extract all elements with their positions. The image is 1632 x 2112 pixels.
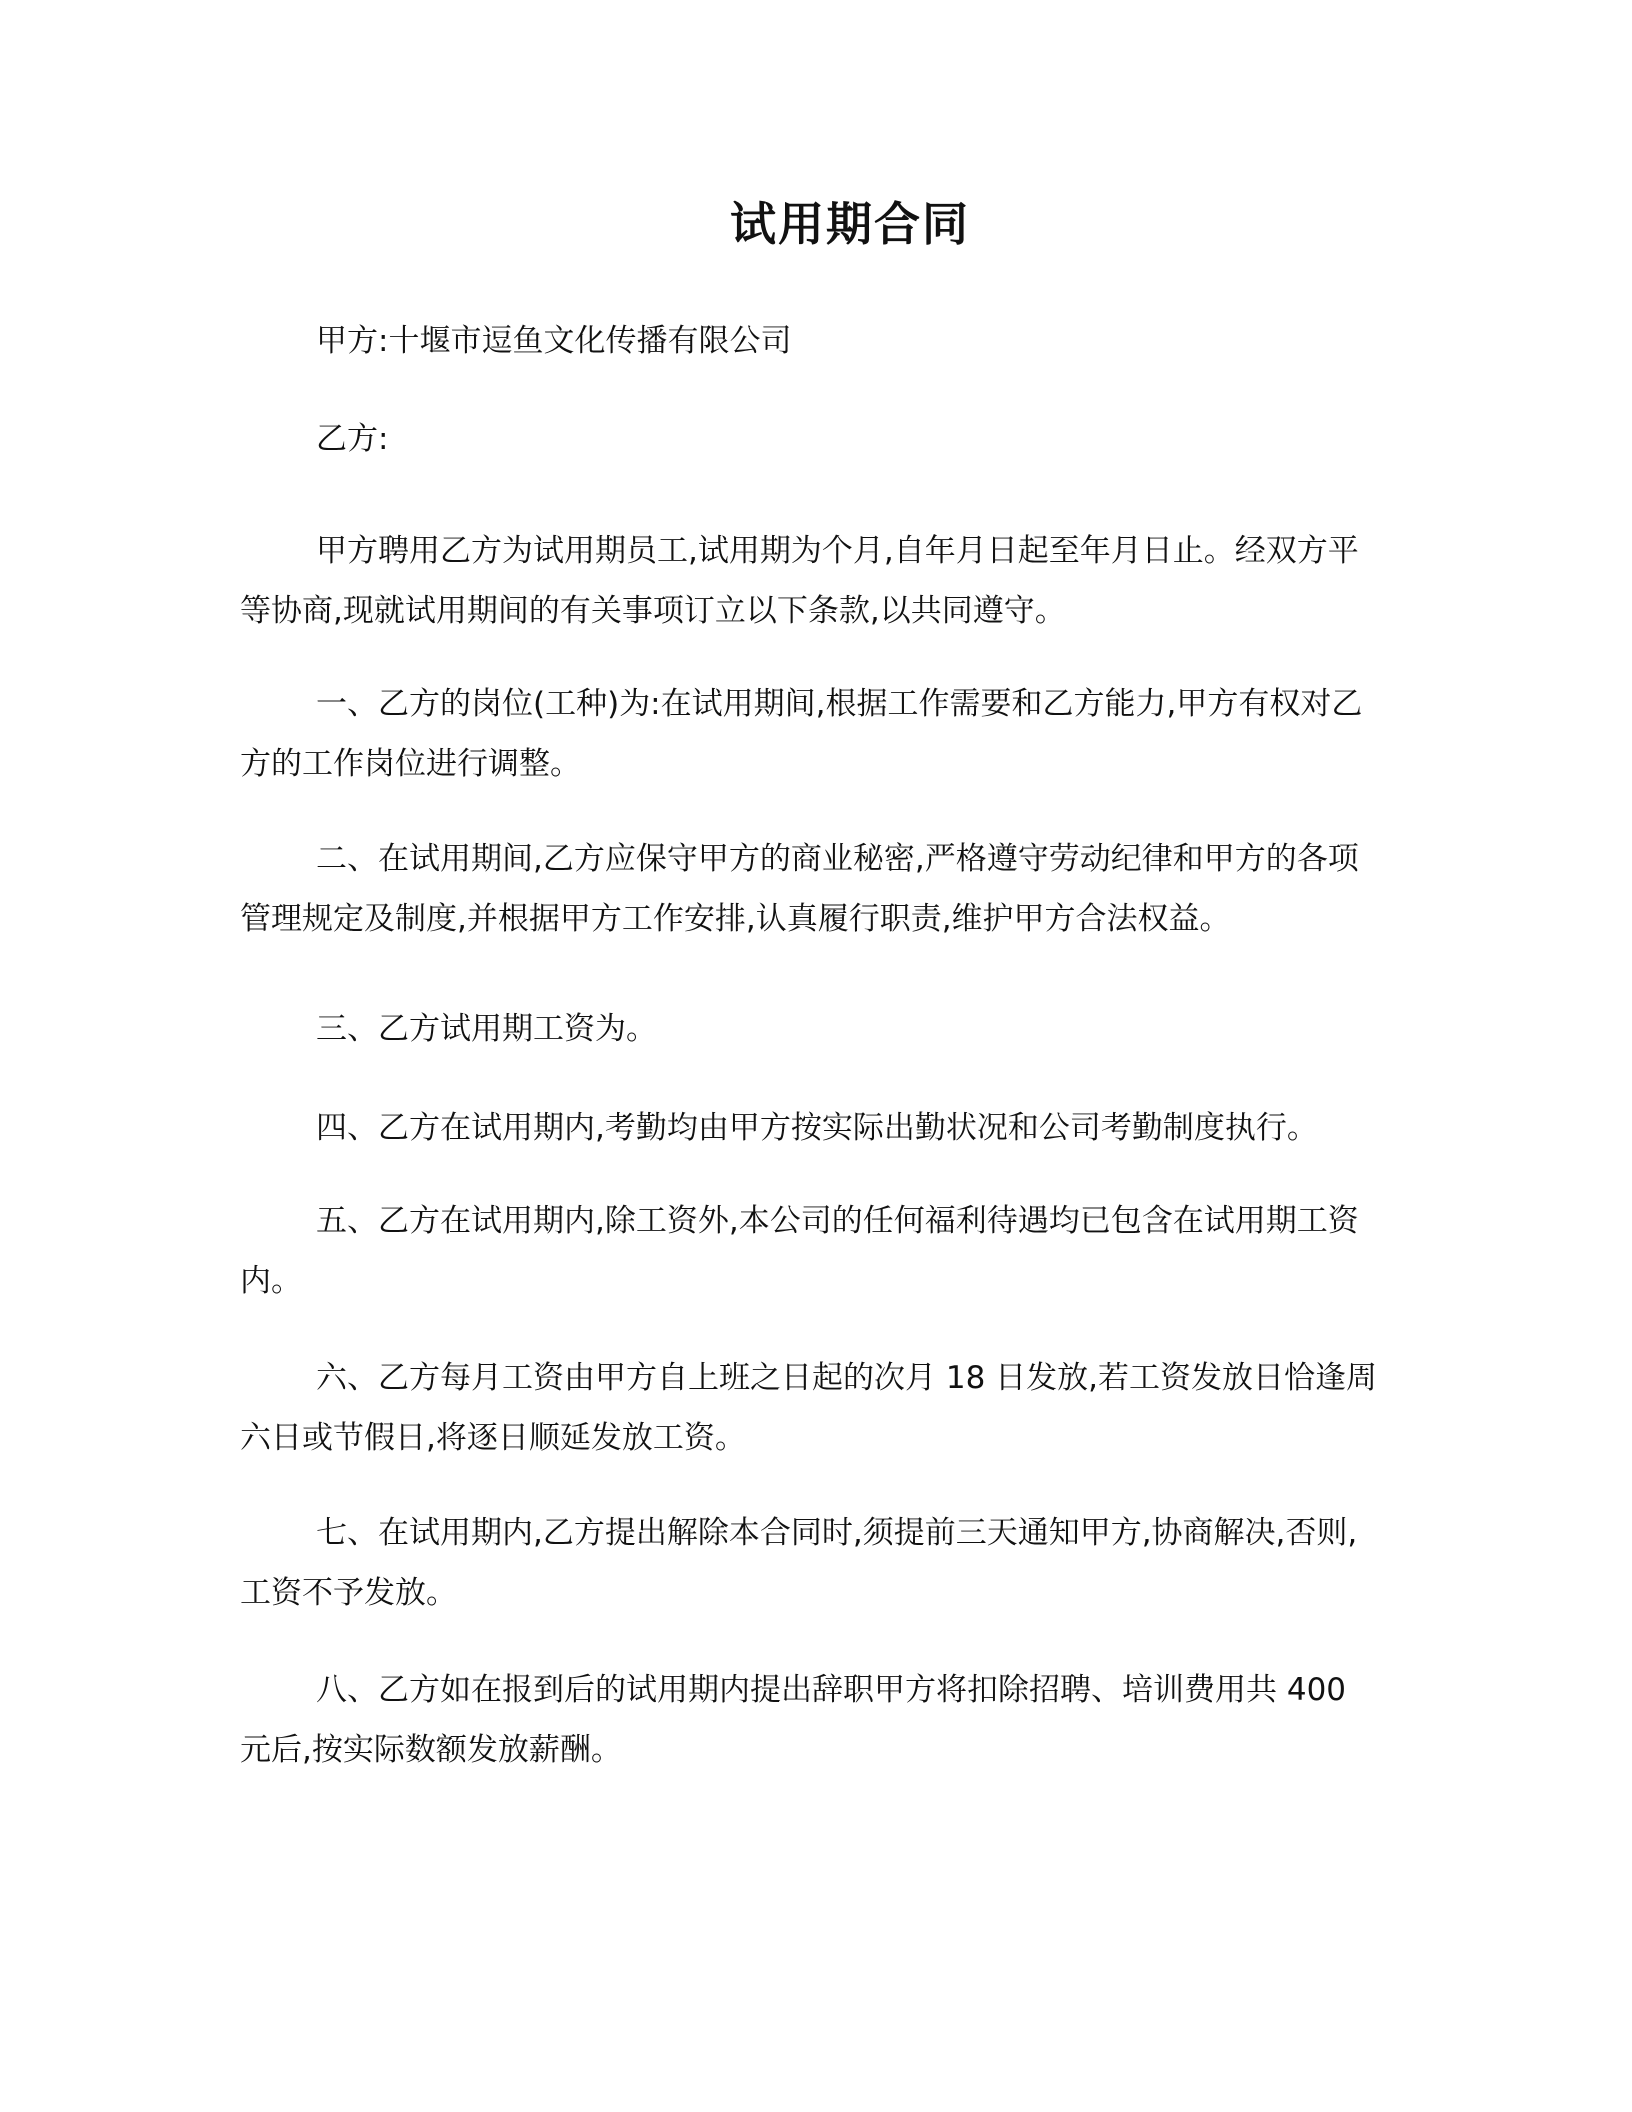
clause-2: 二、在试用期间,乙方应保守甲方的商业秘密,严格遵守劳动纪律和甲方的各项管理规定及制度,并根据甲方工作安排,认真履行职责,维护甲方合法权益。	[240, 841, 1359, 937]
document-title: 试用期合同	[730, 197, 970, 251]
clause-1: 一、乙方的岗位(工种)为:在试用期间,根据工作需要和乙方能力,甲方有权对乙方的工作岗位进行调整。	[240, 686, 1363, 782]
clause-4: 四、乙方在试用期内,考勤均由甲方按实际出勤状况和公司考勤制度执行。	[316, 1110, 1318, 1146]
clause-6: 六、乙方每月工资由甲方自上班之日起的次月 18 日发放,若工资发放日恰逢周六日或节假日,将逐日顺延发放工资。	[240, 1360, 1378, 1456]
intro-paragraph: 甲方聘用乙方为试用期员工,试用期为个月,自年月日起至年月日止。经双方平等协商,现就试用期间的有关事项订立以下条款,以共同遵守。	[240, 533, 1359, 629]
clause-3: 三、乙方试用期工资为。	[316, 1011, 657, 1047]
clause-7: 七、在试用期内,乙方提出解除本合同时,须提前三天通知甲方,协商解决,否则,工资不予发放。	[240, 1515, 1358, 1611]
clause-8: 八、乙方如在报到后的试用期内提出辞职甲方将扣除招聘、培训费用共 400 元后,按实际数额发放薪酬。	[240, 1672, 1347, 1768]
clause-5: 五、乙方在试用期内,除工资外,本公司的任何福利待遇均已包含在试用期工资内。	[240, 1203, 1359, 1299]
party-b-line: 乙方:	[316, 421, 389, 457]
party-a-line: 甲方:十堰市逗鱼文化传播有限公司	[316, 323, 792, 359]
